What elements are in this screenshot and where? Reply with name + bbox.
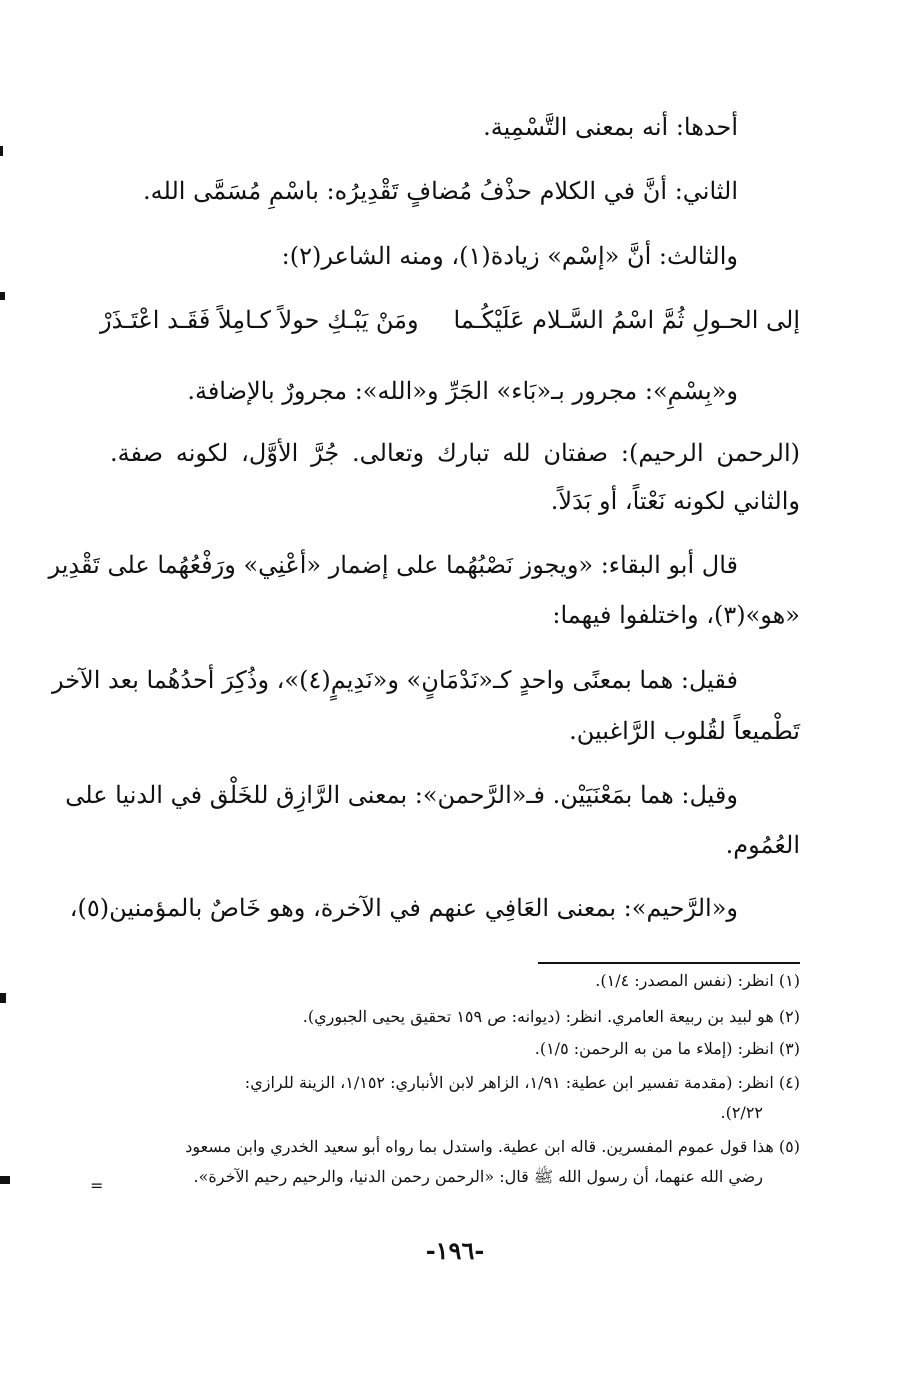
text-line-9: فقيل: هما بمعنًى واحدٍ كـ«نَدْمَانٍ» و«نَدِيمٍ(٤)»، وذُكِرَ أحدُهُما بعد الآخر	[51, 666, 738, 694]
text-line-1: أحدها: أنه بمعنى التَّسْمِية.	[483, 113, 738, 141]
footnote-5-continuation: رضي الله عنهما، أن رسول الله ﷺ قال: «الرحمن رحمن الدنيا، والرحيم رحيم الآخرة».	[193, 1167, 763, 1186]
text-line-6: والثاني لكونه نَعْتاً، أو بَدَلاً.	[550, 487, 800, 515]
scan-mark-1	[0, 146, 3, 156]
scan-mark-3	[0, 993, 6, 1003]
text-line-10: تَطْميعاً لقُلوب الرَّاغبين.	[569, 717, 800, 745]
continuation-mark: =	[90, 1176, 104, 1195]
footnote-3: (٣) انظر: (إملاء ما من به الرحمن: ١/٥).	[534, 1039, 800, 1058]
footnote-5: (٥) هذا قول عموم المفسرين. قاله ابن عطية. واستدل بما رواه أبو سعيد الخدري وابن مسعود	[185, 1137, 800, 1156]
scan-mark-4	[0, 1176, 10, 1184]
text-line-2: الثاني: أنَّ في الكلام حذْفُ مُضافٍ تَقْدِيرُه: باسْمِ مُسَمَّى الله.	[143, 177, 738, 205]
text-line-8: «هو»(٣)، واختلفوا فيهما:	[552, 601, 800, 629]
scan-mark-2	[0, 292, 5, 300]
text-line-7: قال أبو البقاء: «ويجوز نَصْبُهُما على إضمار «أعْنِي» ورَفْعُهُما على تَقْدِير	[48, 551, 738, 579]
text-line-11: وقيل: هما بمَعْنَيَيْن. فـ«الرَّحمن»: بمعنى الرَّازِق للخَلْق في الدنيا على	[65, 781, 738, 809]
footnote-1: (١) انظر: (نفس المصدر: ١/٤).	[595, 971, 800, 990]
footnote-4-continuation: ٢/٢٢).	[720, 1103, 763, 1122]
footnote-4: (٤) انظر: (مقدمة تفسير ابن عطية: ١/٩١، الزاهر لابن الأنباري: ١/١٥٢، الزينة للرازي:	[244, 1073, 800, 1092]
verse-first-hemistich: إلى الحـولِ ثُمَّ اسْمُ السَّـلام عَلَيْكُـما	[453, 306, 800, 334]
text-line-13: و«الرَّحيم»: بمعنى العَافِي عنهم في الآخرة، وهو خَاصٌ بالمؤمنين(٥)،	[69, 894, 738, 922]
text-line-5: (الرحمن الرحيم): صفتان لله تبارك وتعالى. جُرَّ الأوَّل، لكونه صفة.	[110, 439, 800, 467]
verse-second-hemistich: ومَنْ يَبْـكِ حولاً كـامِلاً فَقَـد اعْتَـذَرْ	[100, 306, 419, 334]
text-line-4: و«بِسْمِ»: مجرور بـ«بَاء» الجَرِّ و«الله»: مجرورٌ بالإضافة.	[187, 377, 738, 405]
text-line-12: العُمُوم.	[725, 831, 800, 859]
page-number: -١٩٦-	[425, 1236, 485, 1265]
footnote-separator	[538, 962, 800, 964]
footnote-2: (٢) هو لبيد بن ربيعة العامري. انظر: (ديوانه: ص ١٥٩ تحقيق يحيى الجبوري).	[302, 1007, 800, 1026]
text-line-3: والثالث: أنَّ «إسْم» زيادة(١)، ومنه الشاعر(٢):	[281, 242, 738, 270]
poetry-verse	[100, 300, 800, 340]
